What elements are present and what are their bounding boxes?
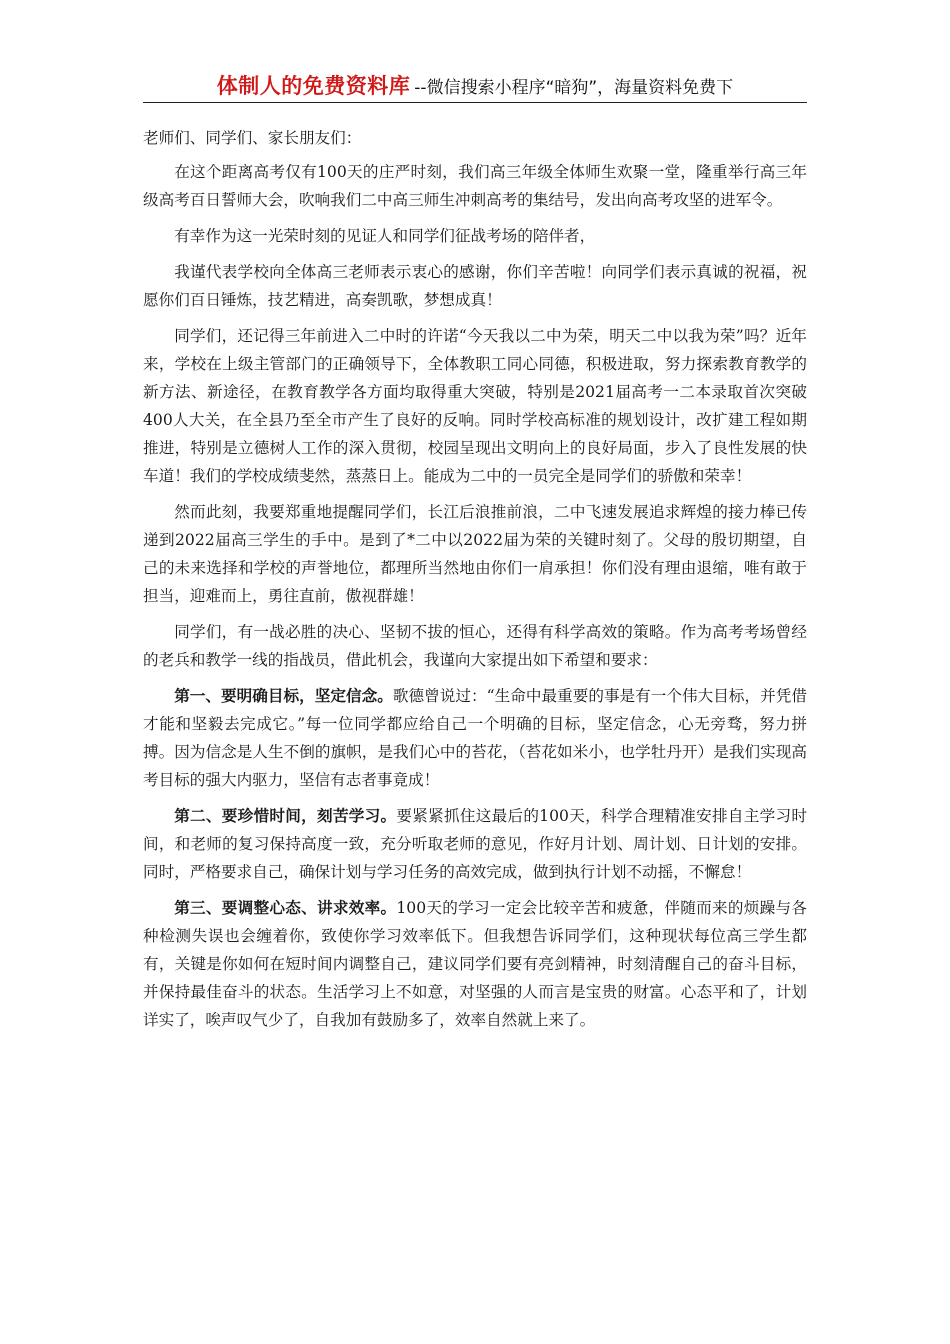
- header-brand: 体制人的免费资料库: [216, 74, 411, 98]
- point-2-text: 要紧紧抓住这最后的100天，科学合理精准安排自主学习时间，和老师的复习保持高度一致，充分听取老师的意见，作好月计划、周计划、日计划的安排。同时，严格要求自己，确保计划与学习任务的高效完成，做到执行计划不动摇，不懈怠！: [143, 807, 807, 881]
- paragraph-2: 有幸作为这一光荣时刻的见证人和同学们征战考场的陪伴者，: [174, 227, 596, 245]
- document-body: [143, 124, 807, 1042]
- paragraph-5: 然而此刻，我要郑重地提醒同学们，长江后浪推前浪，二中飞速发展追求辉煌的接力棒已传递到2022届高三学生的手中。是到了*二中以2022届为荣的关键时刻了。父母的殷切期望，自己的未来选择和学校的声誉地位，都理所当然地由你们一肩承担！你们没有理由退缩，唯有敢于担当，迎难而上，勇往直前，傲视群雄！: [143, 503, 807, 605]
- paragraph-8: [143, 802, 807, 886]
- point-3-heading: 第三、要调整心态、讲求效率。: [174, 898, 397, 917]
- point-1-heading: 第一、要明确目标，坚定信念。: [174, 686, 393, 705]
- paragraph-7: [143, 682, 807, 794]
- paragraph-6: 同学们，有一战必胜的决心、坚韧不拔的恒心，还得有科学高效的策略。作为高考考场曾经的老兵和教学一线的指战员，借此机会，我谨向大家提出如下希望和要求：: [143, 623, 807, 669]
- paragraph-4: 同学们，还记得三年前进入二中时的许诺“今天我以二中为荣，明天二中以我为荣”吗？近年来，学校在上级主管部门的正确领导下，全体教职工同心同德，积极进取，努力探索教育教学的新方法、新途径，在教育教学各方面均取得重大突破，特别是2021届高考一二本录取首次突破400人大关，在全县乃至全市产生了良好的反响。同时学校高标准的规划设计，改扩建工程如期推进，特别是立德树人工作的深入贯彻，校园呈现出文明向上的良好局面，步入了良性发展的快车道！我们的学校成绩斐然，蒸蒸日上。能成为二中的一员完全是同学们的骄傲和荣幸！: [143, 327, 807, 485]
- paragraph-1: 在这个距离高考仅有100天的庄严时刻，我们高三年级全体师生欢聚一堂，隆重举行高三年级高考百日誓师大会，吹响我们二中高三师生冲刺高考的集结号，发出向高考攻坚的进军令。: [143, 163, 807, 209]
- point-3-text: 100天的学习一定会比较辛苦和疲惫，伴随而来的烦躁与各种检测失误也会缠着你，致使你学习效率低下。但我想告诉同学们，这种现状每位高三学生都有，关键是你如何在短时间内调整自己，建议同学们要有亮剑精神，时刻清醒自己的奋斗目标，并保持最佳奋斗的状态。生活学习上不如意，对坚强的人而言是宝贵的财富。心态平和了，计划详实了，唉声叹气少了，自我加有鼓励多了，效率自然就上来了。: [143, 899, 807, 1029]
- header-tagline: --微信搜索小程序“暗狗”，海量资料免费下: [414, 78, 734, 98]
- paragraph-3: 我谨代表学校向全体高三老师表示衷心的感谢，你们辛苦啦！向同学们表示真诚的祝福，祝愿你们百日锤炼，技艺精进，高奏凯歌，梦想成真！: [143, 263, 807, 309]
- greeting: 老师们、同学们、家长朋友们：: [143, 129, 362, 147]
- paragraph-9: [143, 894, 807, 1034]
- point-2-heading: 第二、要珍惜时间，刻苦学习。: [174, 806, 397, 825]
- page-header: [143, 70, 807, 103]
- point-1-text: 歌德曾说过：“生命中最重要的事是有一个伟大目标，并凭借才能和坚毅去完成它。”每一位同学都应给自己一个明确的目标，坚定信念，心无旁骛，努力拼搏。因为信念是人生不倒的旗帜，是我们心中的苔花，（苔花如米小，也学牡丹开）是我们实现高考目标的强大内驱力，坚信有志者事竟成！: [143, 687, 807, 789]
